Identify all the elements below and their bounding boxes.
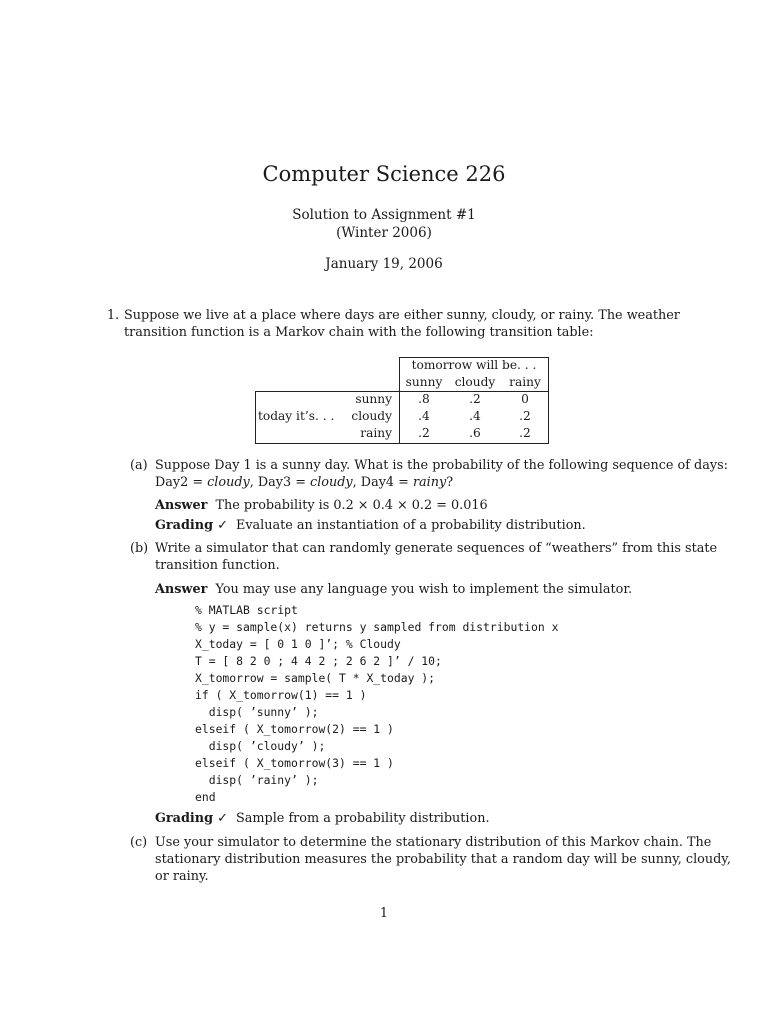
grading-text: Evaluate an instantiation of a probability distribution. [235,518,586,533]
question-text-line2: transition function is a Markov chain with the following transition table: [124,325,594,340]
code-line: X_tomorrow = sample( T * X_today ); [195,671,436,685]
document-date: January 19, 2006 [325,256,443,272]
code-line: % MATLAB script [195,603,298,617]
part-c-line1: Use your simulator to determine the stationary distribution of this Markov chain. The [155,835,712,850]
question-text-line1: Suppose we live at a place where days are either sunny, cloudy, or rainy. The weather [124,308,680,323]
table-cell: .4 [418,409,430,423]
table-cell: .2 [418,426,430,440]
part-a-line2: Day2 = cloudy, Day3 = cloudy, Day4 = rainy? [155,475,454,490]
table-cell: .2 [519,409,531,423]
table-column-header: sunny [405,375,443,389]
table-row-label: rainy [360,426,392,440]
code-line: X_today = [ 0 1 0 ]’; % Cloudy [195,637,401,651]
answer-label: Answer [155,582,208,597]
checkmark-icon: ✓ [217,811,228,826]
part-b-line1: Write a simulator that can randomly generate sequences of “weathers” from this state [155,541,718,556]
part-a-line1: Suppose Day 1 is a sunny day. What is the probability of the following sequence of days: [155,458,728,473]
table-row-label: sunny [355,392,392,406]
part-a-grading [155,518,586,533]
code-line: % y = sample(x) returns y sampled from distribution x [195,620,559,634]
question-number: 1. [107,308,120,323]
code-line: T = [ 8 2 0 ; 4 4 2 ; 2 6 2 ]’ / 10; [195,654,442,668]
grading-label: Grading [155,518,214,533]
table-border-bottom [255,443,549,444]
table-cell: .2 [519,426,531,440]
table-row-group-label: today it’s. . . [258,409,335,423]
table-column-header: cloudy [454,375,496,389]
document-title: Computer Science 226 [262,162,506,186]
table-column-header: rainy [509,375,541,389]
part-a-answer [155,498,488,513]
part-b-answer [155,582,632,597]
code-line: elseif ( X_tomorrow(3) == 1 ) [195,756,394,770]
table-cell: .2 [469,392,481,406]
code-line: if ( X_tomorrow(1) == 1 ) [195,688,367,702]
part-b-label: (b) [130,541,149,556]
answer-text: You may use any language you wish to implement the simulator. [215,582,633,597]
part-b-line2: transition function. [155,558,280,573]
code-line: disp( ’rainy’ ); [195,773,319,787]
grading-label: Grading [155,811,214,826]
table-cell: .8 [418,392,430,406]
checkmark-icon: ✓ [217,518,228,533]
grading-text: Sample from a probability distribution. [235,811,490,826]
code-line: elseif ( X_tomorrow(2) == 1 ) [195,722,394,736]
table-cell: .6 [469,426,481,440]
page-number: 1 [379,906,389,921]
code-line: end [195,790,216,804]
code-line: disp( ’cloudy’ ); [195,739,326,753]
table-border-left [255,391,256,444]
part-c-line2: stationary distribution measures the probability that a random day will be sunny, cloudy, [155,852,731,867]
part-a-label: (a) [130,458,148,473]
table-cell: 0 [521,392,529,406]
table-column-group-header: tomorrow will be. . . [411,358,537,372]
answer-text: The probability is 0.2 × 0.4 × 0.2 = 0.016 [215,498,488,513]
answer-label: Answer [155,498,208,513]
part-b-grading [155,811,490,826]
part-c-label: (c) [130,835,148,850]
table-row-label: cloudy [351,409,392,423]
part-c-line3: or rainy. [155,869,209,884]
document-subtitle: Solution to Assignment #1 [292,207,476,223]
document-term: (Winter 2006) [336,225,432,241]
table-cell: .4 [469,409,481,423]
code-line: disp( ’sunny’ ); [195,705,319,719]
table-border-right [548,357,549,444]
